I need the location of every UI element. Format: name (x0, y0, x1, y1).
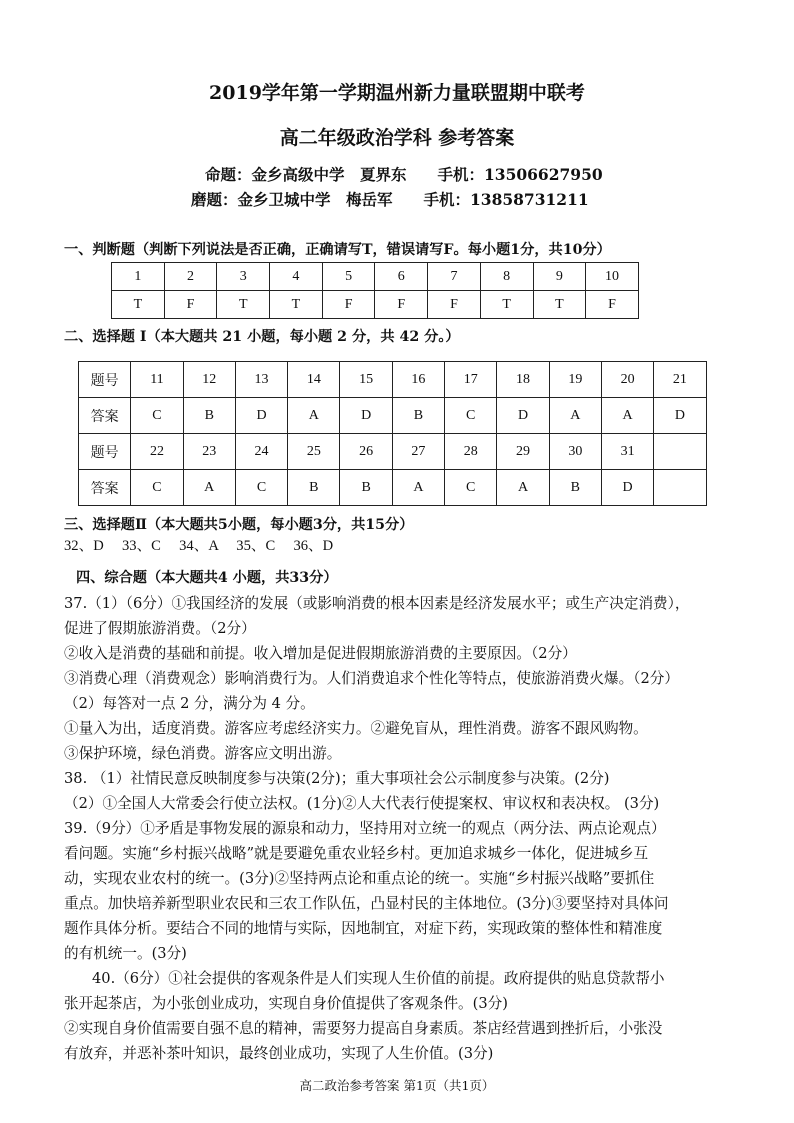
choice-cell: A (392, 470, 444, 506)
choice-cell: 12 (183, 362, 235, 398)
choice-cell: 23 (183, 434, 235, 470)
reviewer-line: 磨题：金乡卫城中学 梅岳军 手机：13858731211 (191, 190, 589, 209)
choice-row-label: 题号 (79, 362, 131, 398)
section3-heading: 三、选择题Ⅱ（本大题共5小题，每小题3分，共15分） (64, 517, 414, 533)
choice-table-row (79, 398, 707, 434)
choice-cell: C (445, 470, 497, 506)
judgment-answer-cell: T (533, 291, 586, 319)
choice-cell: C (445, 398, 497, 434)
choice-cell: A (183, 470, 235, 506)
judgment-answer-cell: T (270, 291, 323, 319)
choice-cell: 31 (601, 434, 653, 470)
choice-cell: A (288, 398, 340, 434)
choice-cell: 20 (601, 362, 653, 398)
choice-cell (654, 470, 706, 506)
answer-line: （2）①全国人大常委会行使立法权。(1分)②人大代表行使提案权、审议权和表决权。 (3分) (64, 795, 660, 812)
answer-line: 张开起茶店，为小张创业成功，实现自身价值提供了客观条件。(3分) (64, 995, 508, 1012)
judgment-number-cell: 1 (112, 263, 165, 291)
answer-line: 题作具体分析。要结合不同的地情与实际，因地制宜，对症下药，实现政策的整体性和精准度 (64, 920, 663, 937)
question-38-answer (64, 766, 740, 816)
judgment-number-cell: 10 (586, 263, 639, 291)
answer-line: ③消费心理（消费观念）影响消费行为。人们消费追求个性化等特点，使旅游消费火爆。（2分） (64, 670, 679, 687)
answer-line: ③保护环境，绿色消费。游客应文明出游。 (64, 745, 342, 762)
judgment-answer-cell: T (112, 291, 165, 319)
choice-cell: 22 (131, 434, 183, 470)
choice-table-row (79, 362, 707, 398)
choice-cell: 25 (288, 434, 340, 470)
choice-cell: 18 (497, 362, 549, 398)
section2-heading: 二、选择题 I（本大题共 21 小题，每小题 2 分，共 42 分。） (64, 329, 460, 345)
section3-answers: 32、D 33、C 34、A 35、C 36、D (64, 538, 334, 554)
answer-line: 38. （1）社情民意反映制度参与决策(2分)；重大事项社会公示制度参与决策。(2分) (64, 770, 610, 787)
choice-cell: C (235, 470, 287, 506)
judgment-number-row (112, 263, 639, 291)
question-37-answer (64, 591, 740, 766)
judgment-answer-cell: F (322, 291, 375, 319)
choice-cell: 17 (445, 362, 497, 398)
choice-cell: B (183, 398, 235, 434)
judgment-answer-cell: F (164, 291, 217, 319)
answer-line: ②实现自身价值需要自强不息的精神，需要努力提高自身素质。茶店经营遇到挫折后，小张没 (64, 1020, 663, 1037)
choice-cell (654, 434, 706, 470)
choice-cell: D (601, 470, 653, 506)
choice-cell: D (654, 398, 706, 434)
judgment-answer-cell: T (217, 291, 270, 319)
page-footer: 高二政治参考答案 第1页（共1页） (299, 1078, 495, 1093)
choice-table-row (79, 434, 707, 470)
section1-heading: 一、判断题（判断下列说法是否正确，正确请写T，错误请写F。每小题1分，共10分） (64, 242, 611, 258)
judgment-answer-cell: F (375, 291, 428, 319)
choice-row-label: 答案 (79, 470, 131, 506)
question-40-answer (64, 966, 740, 1066)
choice-cell: 16 (392, 362, 444, 398)
choice-cell: A (549, 398, 601, 434)
choice-cell: B (392, 398, 444, 434)
choice-cell: D (497, 398, 549, 434)
judgment-answer-cell: T (480, 291, 533, 319)
choice-cell: 14 (288, 362, 340, 398)
choice-cell: 27 (392, 434, 444, 470)
judgment-answer-table (111, 262, 639, 319)
choice-cell: B (340, 470, 392, 506)
question-39-answer (64, 816, 740, 966)
judgment-answer-row (112, 291, 639, 319)
choice-cell: 29 (497, 434, 549, 470)
choice-answer-table (78, 361, 707, 506)
choice-cell: 21 (654, 362, 706, 398)
choice-cell: 28 (445, 434, 497, 470)
setter-line: 命题：金乡高级中学 夏界东 手机：13506627950 (205, 165, 603, 184)
answer-line: 39.（9分）①矛盾是事物发展的源泉和动力，坚持用对立统一的观点（两分法、两点论观点） (64, 820, 666, 837)
answer-line: 有放弃，并恶补茶叶知识，最终创业成功，实现了人生价值。(3分) (64, 1045, 494, 1062)
choice-cell: C (131, 470, 183, 506)
choice-row-label: 题号 (79, 434, 131, 470)
answer-line: ①量入为出，适度消费。游客应考虑经济实力。②避免盲从，理性消费。游客不跟风购物。 (64, 720, 648, 737)
judgment-number-cell: 6 (375, 263, 428, 291)
choice-table-row (79, 470, 707, 506)
answer-line: 动，实现农业农村的统一。(3分)②坚持两点论和重点论的统一。实施“乡村振兴战略”要抓住 (64, 870, 655, 887)
judgment-number-cell: 7 (428, 263, 481, 291)
judgment-answer-cell: F (428, 291, 481, 319)
choice-cell: 30 (549, 434, 601, 470)
answer-line: 重点。加快培养新型职业农民和三农工作队伍，凸显村民的主体地位。(3分)③要坚持对具体问 (64, 895, 669, 912)
choice-cell: B (549, 470, 601, 506)
answer-line: 40.（6分）①社会提供的客观条件是人们实现人生价值的前提。政府提供的贴息贷款帮小 (92, 970, 665, 987)
answer-line: 37.（1）（6分）①我国经济的发展（或影响消费的根本因素是经济发展水平；或生产决定消费）， (64, 595, 690, 612)
judgment-number-cell: 3 (217, 263, 270, 291)
choice-cell: 26 (340, 434, 392, 470)
answer-line: 促进了假期旅游消费。（2分） (64, 620, 256, 637)
judgment-number-cell: 9 (533, 263, 586, 291)
answer-line: ②收入是消费的基础和前提。收入增加是促进假期旅游消费的主要原因。（2分） (64, 645, 577, 662)
choice-cell: 13 (235, 362, 287, 398)
choice-cell: 19 (549, 362, 601, 398)
answer-line: （2）每答对一点 2 分，满分为 4 分。 (64, 695, 315, 712)
choice-cell: 11 (131, 362, 183, 398)
choice-row-label: 答案 (79, 398, 131, 434)
judgment-number-cell: 8 (480, 263, 533, 291)
page-subtitle: 高二年级政治学科 参考答案 (279, 127, 515, 149)
answer-line: 的有机统一。(3分) (64, 945, 187, 962)
choice-cell: B (288, 470, 340, 506)
page-title: 2019学年第一学期温州新力量联盟期中联考 (209, 82, 585, 104)
judgment-number-cell: 2 (164, 263, 217, 291)
choice-cell: A (601, 398, 653, 434)
choice-cell: A (497, 470, 549, 506)
judgment-number-cell: 5 (322, 263, 375, 291)
judgment-number-cell: 4 (270, 263, 323, 291)
section4-heading: 四、综合题（本大题共4 小题，共33分） (76, 570, 338, 586)
choice-cell: D (235, 398, 287, 434)
answer-line: 看问题。实施“乡村振兴战略”就是要避免重农业轻乡村。更加追求城乡一体化，促进城乡互 (64, 845, 649, 862)
choice-cell: 15 (340, 362, 392, 398)
choice-cell: 24 (235, 434, 287, 470)
judgment-answer-cell: F (586, 291, 639, 319)
choice-cell: D (340, 398, 392, 434)
choice-cell: C (131, 398, 183, 434)
